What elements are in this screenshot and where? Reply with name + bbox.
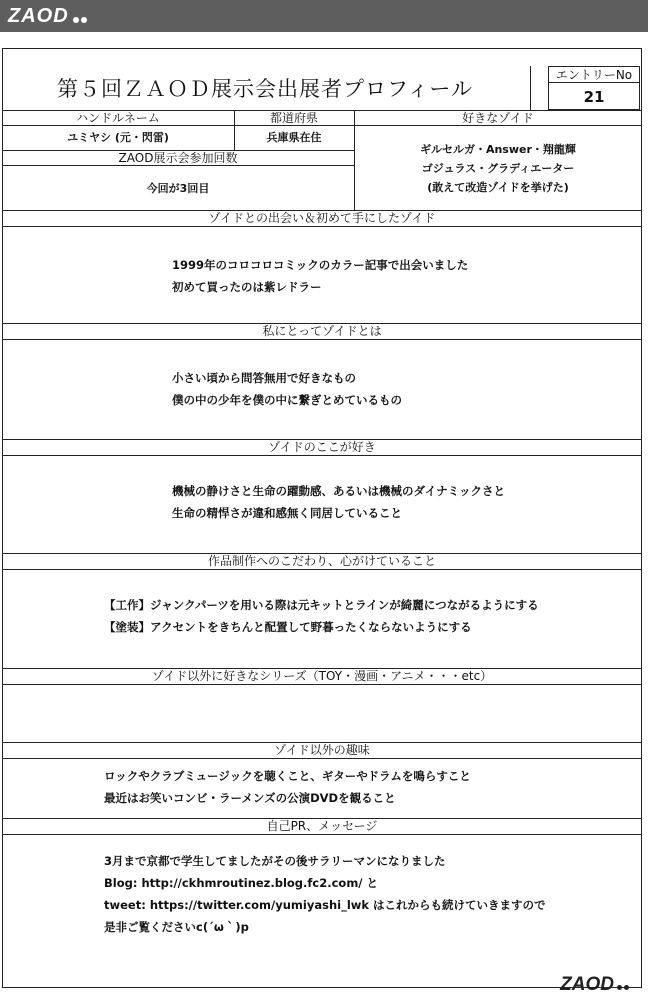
divider bbox=[530, 66, 531, 110]
divider bbox=[2, 165, 354, 166]
pref-label: 都道府県 bbox=[269, 111, 318, 125]
fav-zoid-line: ゴジュラス・グラディエーター bbox=[421, 162, 575, 175]
section-heading: 作品制作へのこだわり、心がけていること bbox=[207, 554, 436, 568]
fav-zoid-label: 好きなゾイド bbox=[462, 111, 534, 125]
section-heading: ゾイド以外の趣味 bbox=[274, 743, 370, 757]
section-line: 機械の静けさと生命の躍動感、あるいは機械のダイナミックさと bbox=[172, 484, 506, 498]
section-line: 【塗装】アクセントをきちんと配置して野暮ったくならないようにする bbox=[104, 620, 472, 634]
count-value: 今回が3回目 bbox=[146, 182, 210, 195]
section-line: 1999年のコロコロコミックのカラー記事で出会いました bbox=[172, 258, 469, 272]
entry-number: 21 bbox=[583, 88, 605, 106]
section-heading: ゾイド以外に好きなシリーズ（TOY・漫画・アニメ・・・etc） bbox=[151, 669, 493, 683]
logo-dots-icon bbox=[72, 5, 88, 29]
section-heading: 私にとってゾイドとは bbox=[262, 324, 382, 338]
footer-logo bbox=[560, 974, 630, 996]
section-line: 初めて買ったのは紫レドラー bbox=[172, 280, 322, 294]
section-line: 最近はお笑いコンビ・ラーメンズの公演DVDを観ること bbox=[104, 791, 396, 805]
section-line: 是非ご覧くださいc(´ω｀)p bbox=[104, 920, 249, 934]
section-line: tweet: https://twitter.com/yumiyashi_lwk はこれからも続けていきますので bbox=[104, 898, 546, 912]
section-line: Blog: http://ckhmroutinez.blog.fc2.com/ と bbox=[104, 876, 379, 890]
section-body bbox=[104, 765, 471, 809]
divider bbox=[2, 455, 642, 456]
section-body bbox=[172, 480, 505, 524]
footer-logo-text: ZAOD bbox=[560, 974, 614, 996]
pref-value: 兵庫県在住 bbox=[266, 131, 322, 144]
handle-label: ハンドルネーム bbox=[76, 111, 160, 125]
header-band bbox=[0, 0, 648, 32]
divider bbox=[2, 834, 642, 835]
fav-zoid-line: ギルセルガ・Answer・翔龍輝 bbox=[420, 143, 576, 156]
entry-label: エントリーNo bbox=[555, 68, 633, 82]
section-heading: ゾイドのここが好き bbox=[268, 440, 376, 454]
footer-logo-dots-icon bbox=[616, 974, 630, 996]
count-label: ZAOD展示会参加回数 bbox=[118, 151, 238, 165]
divider bbox=[2, 226, 642, 227]
section-body bbox=[104, 850, 546, 938]
section-line: 小さい頃から問答無用で好きなもの bbox=[172, 371, 356, 385]
section-line: 【工作】ジャンクパーツを用いる際は元キットとラインが綺麗につながるようにする bbox=[104, 598, 539, 612]
divider bbox=[2, 569, 642, 570]
section-line: 僕の中の少年を僕の中に繋ぎとめているもの bbox=[172, 393, 402, 407]
fav-zoid-line: (敢えて改造ゾイドを挙げた) bbox=[427, 181, 569, 194]
section-heading: 自己PR、メッセージ bbox=[266, 819, 378, 833]
logo-text: ZAOD bbox=[8, 5, 69, 27]
divider bbox=[2, 339, 642, 340]
divider bbox=[2, 125, 642, 126]
section-body bbox=[172, 254, 468, 298]
section-heading: ゾイドとの出会い＆初めて手にしたゾイド bbox=[208, 211, 436, 225]
divider bbox=[2, 684, 642, 685]
handle-value: ユミヤシ (元・閃雷) bbox=[67, 131, 169, 144]
section-line: 生命の精悍さが違和感無く同居していること bbox=[172, 506, 402, 520]
section-line: ロックやクラブミュージックを聴くこと、ギターやドラムを鳴らすこと bbox=[104, 769, 471, 783]
divider bbox=[2, 758, 642, 759]
zaod-logo bbox=[8, 4, 88, 28]
section-body bbox=[104, 594, 539, 638]
page-title: 第５回ＺＡＯＤ展示会出展者プロフィール bbox=[57, 77, 473, 101]
section-body bbox=[172, 367, 402, 411]
section-line: 3月まで京都で学生してましたがその後サラリーマンになりました bbox=[104, 854, 446, 868]
